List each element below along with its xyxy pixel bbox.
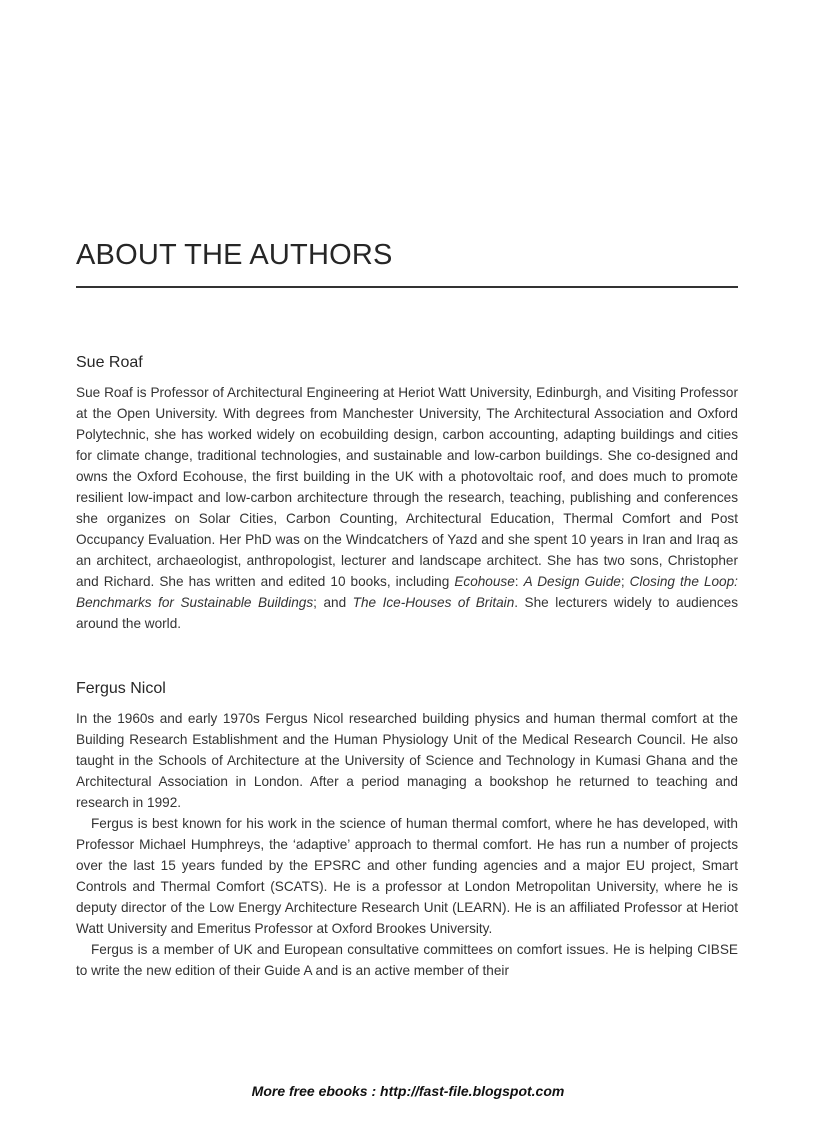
book-subtitle: A Design Guide: [523, 574, 621, 589]
author-name: Fergus Nicol: [76, 680, 166, 697]
author-section-sue-roaf: [76, 354, 738, 634]
book-title: Ecohouse: [454, 574, 515, 589]
author-bio-paragraph: Fergus is a member of UK and European consultative committees on comfort issues. He is helping CIBSE to write the new edition of their Guide A and is an active member of their: [76, 942, 738, 978]
bio-text: . She lecturers widely to audiences around the world.: [76, 595, 739, 631]
bio-separator: :: [514, 574, 524, 589]
author-bio-paragraph: Fergus is best known for his work in the science of human thermal comfort, where he has developed, with Professor Michael Humphreys, the ‘adaptive’ approach to thermal comfort. He has run a number of projects over the last 15 years funded by the EPSRC and other funding agencies and a major EU project, Smart Controls and Thermal Comfort (SCATS). He is a professor at London Metropolitan University, where he is deputy director of the Low Energy Architecture Research Unit (LEARN). He is an affiliated Professor at Heriot Watt University and Emeritus Professor at Oxford Brookes University.: [76, 816, 738, 936]
book-title: Closing the Loop: Benchmarks for Sustainable Buildings: [76, 574, 738, 610]
page-title: ABOUT THE AUTHORS: [76, 239, 393, 271]
bio-text: Sue Roaf is Professor of Architectural Engineering at Heriot Watt University, Edinburgh, and Visiting Professor at the Open University. With degrees from Manchester University, The Architectural Association and Oxford Polytechnic, she has worked widely on ecobuilding design, carbon accounting, adapting buildings and cities for climate change, traditional technologies, and sustainable and low-carbon buildings. She co-designed and owns the Oxford Ecohouse, the first building in the UK with a photovoltaic roof, and does much to promote resilient low-impact and low-carbon architecture through the research, teaching, publishing and conferences she organizes on Solar Cities, Carbon Counting, Architectural Education, Thermal Comfort and Post Occupancy Evaluation. Her PhD was on the Windcatchers of Yazd and she spent 10 years in Iran and Iraq as an architect, archaeologist, anthropologist, lecturer and landscape architect. She has two sons, Christopher and Richard. She has written and edited 10 books, including: [76, 385, 738, 589]
bio-separator: ;: [620, 574, 630, 589]
title-divider: [76, 286, 738, 288]
author-section-fergus-nicol: [76, 680, 738, 981]
footer-link-text: More free ebooks : http://fast-file.blogspot.com: [251, 1083, 565, 1099]
author-name: Sue Roaf: [76, 354, 143, 371]
bio-separator: ; and: [313, 595, 353, 610]
author-bio-paragraph: In the 1960s and early 1970s Fergus Nicol researched building physics and human thermal comfort at the Building Research Establishment and the Human Physiology Unit of the Medical Research Council. He also taught in the Schools of Architecture at the University of Science and Technology in Kumasi Ghana and the Architectural Association in London. After a period managing a bookshop he returned to teaching and research in 1992.: [76, 711, 738, 810]
author-bio: [76, 382, 738, 634]
book-title: The Ice-Houses of Britain: [352, 595, 515, 610]
